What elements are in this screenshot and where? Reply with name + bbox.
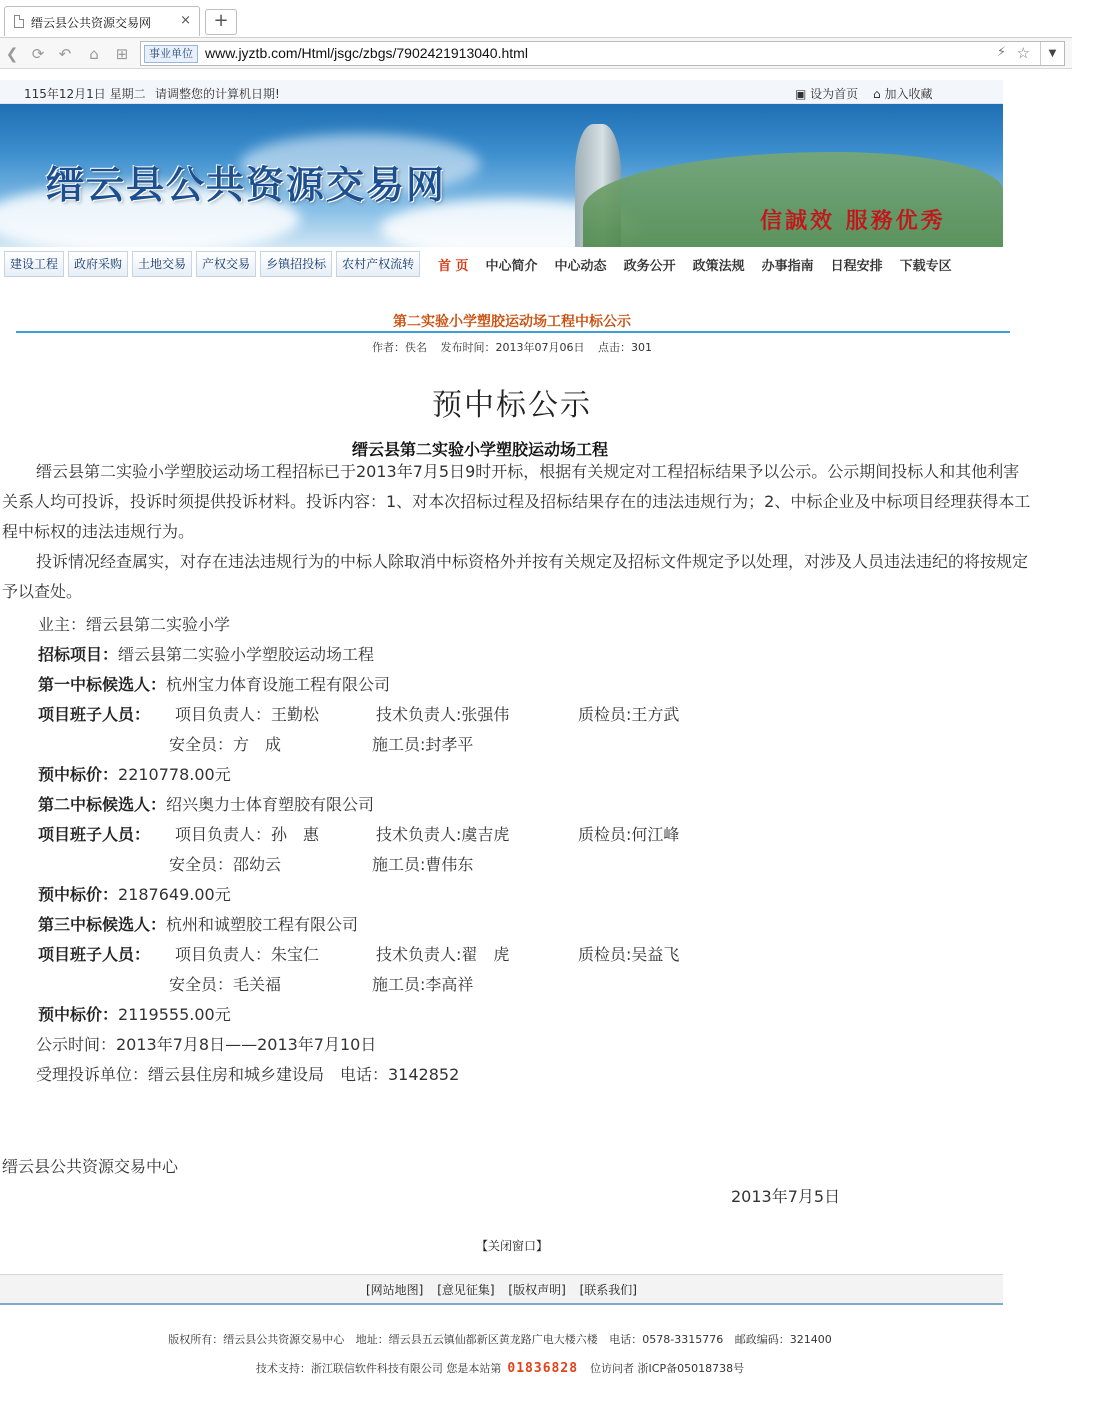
star-icon[interactable]: ☆ [1016, 44, 1030, 62]
close-window-link[interactable]: 【关闭窗口】 [475, 1239, 548, 1253]
category-nav [4, 251, 420, 277]
nav-land[interactable]: 土地交易 [132, 251, 192, 277]
candidate-row [38, 792, 374, 815]
copyright-link[interactable]: [版权声明] [508, 1283, 566, 1297]
browser-tab[interactable] [4, 6, 200, 36]
price-row [38, 762, 231, 785]
complaint-paragraph: 投诉情况经查属实，对存在违法违规行为的中标人除取消中标资格外并按有关规定及招标文件规定予以处理，对涉及人员违法违纪的将按规定予以查处。 [2, 552, 1029, 601]
price-value: 2187649.00元 [118, 885, 231, 904]
visitor-suffix: 位访问者 [590, 1362, 635, 1375]
footer-address: 地址：缙云县五云镇仙都新区黄龙路广电大楼六楼 [355, 1333, 598, 1346]
notice-heading: 预中标公示 [432, 388, 592, 423]
tab-title: 缙云县公共资源交易网 [31, 16, 152, 30]
candidate-company: 杭州和诚塑胶工程有限公司 [166, 915, 359, 934]
price-label: 预中标价： [38, 765, 119, 784]
price-value: 2119555.00元 [118, 1005, 231, 1024]
contact-link[interactable]: [联系我们] [579, 1283, 637, 1297]
footer-tech [0, 1360, 1000, 1376]
date-tip: 请调整您的计算机日期! [155, 87, 280, 101]
nav-downloads[interactable]: 下载专区 [899, 259, 952, 274]
site-topbar [0, 80, 1003, 104]
browser-tabstrip [0, 0, 1100, 38]
new-tab-button[interactable]: + [205, 9, 237, 35]
browser-toolbar [0, 37, 1072, 69]
nav-rural-property[interactable]: 农村产权流转 [336, 251, 420, 277]
nav-home[interactable]: 首 页 [438, 259, 469, 274]
footer-copyright [0, 1331, 1000, 1347]
article-author: 作者：佚名 [372, 341, 427, 354]
safety-officer: 安全员：方 成 [169, 735, 282, 754]
article-title: 第二实验小学塑胶运动场工程中标公示 [393, 314, 631, 330]
price-row [38, 882, 231, 905]
address-badge: 事业单位 [144, 45, 198, 63]
quality-inspector: 质检员:吴益飞 [578, 945, 680, 964]
team-label: 项目班子人员： [38, 705, 151, 724]
current-date: 115年12月1日 星期二 [24, 87, 146, 101]
nav-construction[interactable]: 建设工程 [4, 251, 64, 277]
notice-date: 2013年7月5日 [731, 1187, 841, 1206]
team-label: 项目班子人员： [38, 945, 151, 964]
address-bar[interactable] [140, 41, 1065, 66]
main-nav [0, 247, 1003, 281]
nav-about[interactable]: 中心简介 [485, 259, 538, 274]
back-icon[interactable]: ❮ [5, 45, 19, 63]
price-label: 预中标价： [38, 1005, 119, 1024]
candidate-label: 第二中标候选人： [38, 795, 167, 814]
tech-support: 技术支持：浙江联信软件科技有限公司 [255, 1362, 443, 1375]
team-label: 项目班子人员： [38, 825, 151, 844]
candidate-label: 第一中标候选人： [38, 675, 167, 694]
home-icon[interactable]: ⌂ [89, 45, 99, 63]
project-manager: 项目负责人：朱宝仁 [175, 945, 320, 964]
construction-worker: 施工员:李高祥 [372, 975, 474, 994]
nav-guide[interactable]: 办事指南 [761, 259, 814, 274]
issuing-organization: 缙云县公共资源交易中心 [2, 1157, 179, 1176]
nav-procurement[interactable]: 政府采购 [68, 251, 128, 277]
refresh-icon[interactable]: ↶ [58, 45, 72, 63]
project-label: 招标项目： [38, 645, 119, 664]
dropdown-icon[interactable]: ▼ [1040, 42, 1064, 65]
set-home-link[interactable]: ▣ 设为首页 [795, 87, 859, 101]
sitemap-link[interactable]: [网站地图] [366, 1283, 424, 1297]
nav-news[interactable]: 中心动态 [554, 259, 607, 274]
set-home-label: 设为首页 [810, 87, 859, 101]
safety-officer: 安全员：邵幼云 [169, 855, 282, 874]
technical-lead: 技术负责人:翟 虎 [376, 945, 510, 964]
candidate-row [38, 912, 358, 935]
safety-officer: 安全员：毛关福 [169, 975, 282, 994]
complaint-office: 受理投诉单位：缙云县住房和城乡建设局 电话：3142852 [36, 1065, 460, 1084]
owner-row [38, 612, 230, 635]
nav-schedule[interactable]: 日程安排 [830, 259, 883, 274]
notice-period: 公示时间：2013年7月8日——2013年7月10日 [36, 1035, 377, 1054]
site-title: 缙云县公共资源交易网 [46, 162, 447, 207]
project-row [38, 642, 374, 665]
article-meta [14, 339, 1010, 355]
price-value: 2210778.00元 [118, 765, 231, 784]
site-banner [0, 104, 1003, 247]
visitor-prefix: 您是本站第 [446, 1362, 502, 1375]
price-row [38, 1002, 231, 1025]
construction-worker: 施工员:封孝平 [372, 735, 474, 754]
article-published: 发布时间：2013年07月06日 [440, 341, 585, 354]
article-clicks: 点击：301 [598, 341, 652, 354]
nav-policy[interactable]: 政策法规 [692, 259, 745, 274]
technical-lead: 技术负责人:张强伟 [376, 705, 510, 724]
quality-inspector: 质检员:王方武 [578, 705, 680, 724]
url-text[interactable]: www.jyztb.com/Html/jsgc/zbgs/7902421913040.html [205, 45, 528, 61]
project-manager: 项目负责人：孙 惠 [175, 825, 320, 844]
close-tab-icon[interactable]: × [180, 13, 191, 28]
forward-icon[interactable]: ⟳ [31, 45, 45, 63]
project-value: 缙云县第二实验小学塑胶运动场工程 [118, 645, 375, 664]
nav-township-bidding[interactable]: 乡镇招投标 [260, 251, 332, 277]
nav-public-affairs[interactable]: 政务公开 [623, 259, 676, 274]
price-label: 预中标价： [38, 885, 119, 904]
project-subheading: 缙云县第二实验小学塑胶运动场工程 [351, 440, 608, 459]
footer-postcode: 邮政编码：321400 [734, 1333, 832, 1346]
title-divider [16, 331, 1010, 333]
candidate-row [38, 672, 390, 695]
site-nav [438, 255, 969, 274]
project-manager: 项目负责人：王勤松 [175, 705, 320, 724]
technical-lead: 技术负责人:虞吉虎 [376, 825, 510, 844]
intro-paragraph: 缙云县第二实验小学塑胶运动场工程招标已于2013年7月5日9时开标，根据有关规定对工程招标结果予以公示。公示期间投标人和其他利害关系人均可投诉，投诉时须提供投诉材料。投诉内容：1、对本次招标过程及招标结果存在的违法违规行为；2、中标企业及中标项目经理获得本工程中标权的违法违规行为。 [2, 462, 1031, 541]
candidate-company: 杭州宝力体育设施工程有限公司 [166, 675, 391, 694]
owner-label: 业主： [38, 615, 87, 634]
candidate-label: 第三中标候选人： [38, 915, 167, 934]
bolt-icon[interactable]: ⚡ [996, 45, 1006, 60]
icp-number[interactable]: 浙ICP备05018738号 [637, 1362, 745, 1375]
footer-phone: 电话：0578-3315776 [609, 1333, 724, 1346]
owner-value: 缙云县第二实验小学 [86, 615, 231, 634]
candidate-company: 绍兴奥力士体育塑胶有限公司 [166, 795, 375, 814]
nav-property[interactable]: 产权交易 [196, 251, 256, 277]
visitor-counter: 01836828 [507, 1361, 579, 1376]
apps-icon[interactable]: ⊞ [115, 45, 129, 63]
footer-links [0, 1274, 1003, 1305]
quality-inspector: 质检员:何江峰 [578, 825, 680, 844]
site-slogan: 信誠效 服務优秀 [760, 208, 946, 234]
feedback-link[interactable]: [意见征集] [437, 1283, 495, 1297]
construction-worker: 施工员:曹伟东 [372, 855, 474, 874]
page-icon [14, 15, 24, 28]
copyright-owner: 版权所有：缙云县公共资源交易中心 [168, 1333, 345, 1346]
add-favorite-label: 加入收藏 [884, 87, 933, 101]
add-favorite-link[interactable]: ⌂ 加入收藏 [873, 87, 933, 101]
